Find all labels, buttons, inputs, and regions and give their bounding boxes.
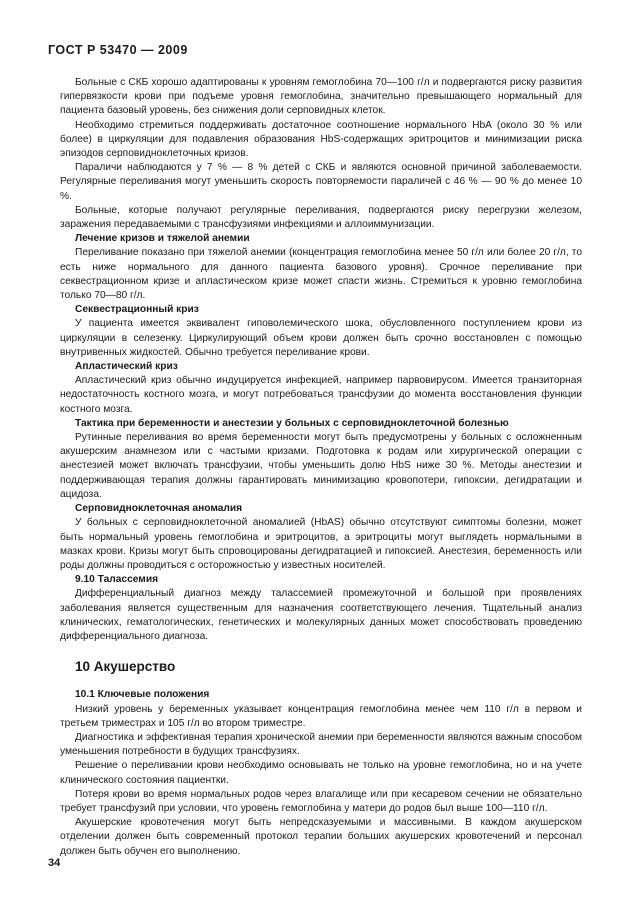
paragraph: Низкий уровень у беременных указывает концентрация гемоглобина менее чем 110 г/л в первом и третьем триместрах и 105 г/л во втором триместре. [60,703,582,729]
subsection-heading: 9.10 Талассемия [75,574,159,586]
paragraph: Рутинные переливания во время беременности могут быть предусмотрены у больных с осложненным акушерским анамнезом или с частыми кризами. Подготовка к родам или хирургической операции с анестезией может включать трансфузии, чтобы уменьшить долю HbS ниже 30 %. Методы анестезии и поддерживающая терапия должны гарантировать минимизацию кровопотери, гипоксии, дегидратации и ацидоза. [60,432,582,500]
paragraph: Решение о переливании крови необходимо основывать не только на уровне гемоглобина, но и на учете клинического состояния пациентки. [60,760,582,786]
paragraph: Диагностика и эффективная терапия хронической анемии при беременности являются важным способом уменьшения потребности в будущих трансфузиях. [60,731,582,758]
paragraph: Акушерские кровотечения могут быть непредсказуемыми и массивными. В каждом акушерском отделении должен быть современный протокол терапии больших акушерских кровотечений и персонал должен быть обучен его выполнению. [60,817,582,857]
subsection-heading: Тактика при беременности и анестезии у больных с серповидноклеточной болезнью [75,417,509,429]
document-header: ГОСТ Р 53470 — 2009 [48,43,188,57]
paragraph: Необходимо стремиться поддерживать достаточное соотношение нормального HbA (около 30 % или более) в циркуляции для подавления образования HbS-содержащих эритроцитов и минимизации риска эпизодов серповидноклеточных кризов. [60,119,582,160]
subsection-heading: Серповидноклеточная аномалия [75,503,243,515]
page-number: 34 [48,857,61,869]
section-heading: 10 Акушерство [75,659,176,675]
paragraph: Апластический криз обычно индуцируется инфекцией, например парвовирусом. Имеется транзиторная недостаточность костного мозга, и могут потребоваться трансфузии до момента восстановления функции костного мозга. [60,375,582,415]
paragraph: Дифференциальный диагноз между талассемией промежуточной и большой при проявлениях заболевания является существенным для назначения соответствующего лечения. Тщательный анализ клинических, гематологических, генетических и молекулярных данных может способствовать проведению дифференциального диагноза. [60,588,582,642]
subsection-heading: Секвестрационный криз [75,304,199,316]
paragraph: У больных с серповидноклеточной аномалией (HbAS) обычно отсутствуют симптомы болезни, может быть нормальный уровень гемоглобина и эритроцитов, а эритроциты могут выглядеть нормальными в мазках крови. Кризы могут быть спровоцированы дегидратацией и гипоксией. Анестезия, беременность или роды должны проводиться с осторожностью у известных носителей. [60,517,582,571]
paragraph: Больные с СКБ хорошо адаптированы к уровням гемоглобина 70—100 г/л и подвергаются риску развития гипервязкости крови при подъеме уровня гемоглобина, значительно превышающего нормальный для пациента базовый уровень, без снижения доли серповидных клеток. [60,77,582,117]
subsection-heading: Лечение кризов и тяжелой анемии [75,233,250,245]
paragraph: Переливание показано при тяжелой анемии (концентрация гемоглобина менее 50 г/л или более 20 г/л, то есть ниже нормального для данного пациента базового уровня). Срочное переливание при секвестрационном кризе и апластическом кризе может спасти жизнь. Стремиться к уровню гемоглобина только 70—80 г/л. [60,247,582,302]
subsection-heading: 10.1 Ключевые положения [75,689,210,701]
paragraph: Потеря крови во время нормальных родов через влагалище или при кесаревом сечении не обязательно требует трансфузий при условии, что уровень гемоглобина у матери до родов был выше 100—110 г/л. [60,788,582,814]
subsection-heading: Апластический криз [75,361,178,373]
paragraph: У пациента имеется эквивалент гиповолемического шока, обусловленного поступлением крови из циркуляции в селезенку. Циркулирующий объем крови должен быть срочно восстановлен с помощью внутривенных жидкостей. Обычно требуется переливание крови. [60,318,582,358]
document-body [60,76,582,859]
paragraph: Параличи наблюдаются у 7 % — 8 % детей с СКБ и являются основной причиной заболеваемости. Регулярные переливания могут уменьшить скорость повторяемости параличей с 46 % — 90 % до менее 10 %. [60,162,582,202]
paragraph: Больные, которые получают регулярные переливания, подвергаются риску перегрузки железом, заражения передаваемыми с трансфузиями инфекциями и аллоиммунизации. [60,204,582,231]
